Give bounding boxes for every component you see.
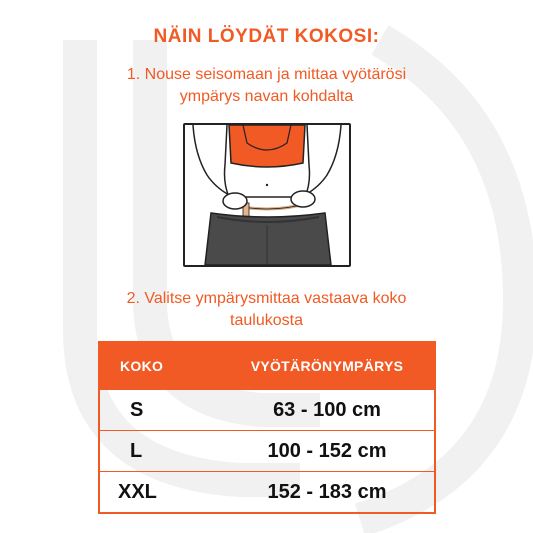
measuring-illustration xyxy=(183,123,351,267)
instruction-step-2 xyxy=(0,288,533,332)
table-row xyxy=(99,431,435,472)
instruction-step-1-line-2: ympärys navan kohdalta xyxy=(179,88,354,105)
size-cell: L xyxy=(99,431,220,472)
page-title: NÄIN LÖYDÄT KOKOSI: xyxy=(153,26,380,47)
waist-measuring-figure-icon xyxy=(185,125,349,265)
instruction-step-2-line-1: 2. Valitse ympärysmittaa vastaava koko xyxy=(126,290,407,307)
size-cell: XXL xyxy=(99,472,220,514)
table-row xyxy=(99,472,435,514)
waist-range-cell: 63 - 100 cm xyxy=(220,390,435,431)
size-table xyxy=(98,341,436,514)
header-size: KOKO xyxy=(99,342,220,390)
table-row xyxy=(99,390,435,431)
instruction-step-2-line-2: taulukosta xyxy=(230,312,303,329)
size-cell: S xyxy=(99,390,220,431)
instruction-step-1-line-1: 1. Nouse seisomaan ja mittaa vyötärösi xyxy=(126,66,407,83)
header-waist: VYÖTÄRÖNYMPÄRYS xyxy=(220,342,435,390)
table-header-row xyxy=(99,342,435,390)
waist-range-cell: 100 - 152 cm xyxy=(220,431,435,472)
waist-range-cell: 152 - 183 cm xyxy=(220,472,435,514)
instruction-step-1 xyxy=(0,64,533,108)
